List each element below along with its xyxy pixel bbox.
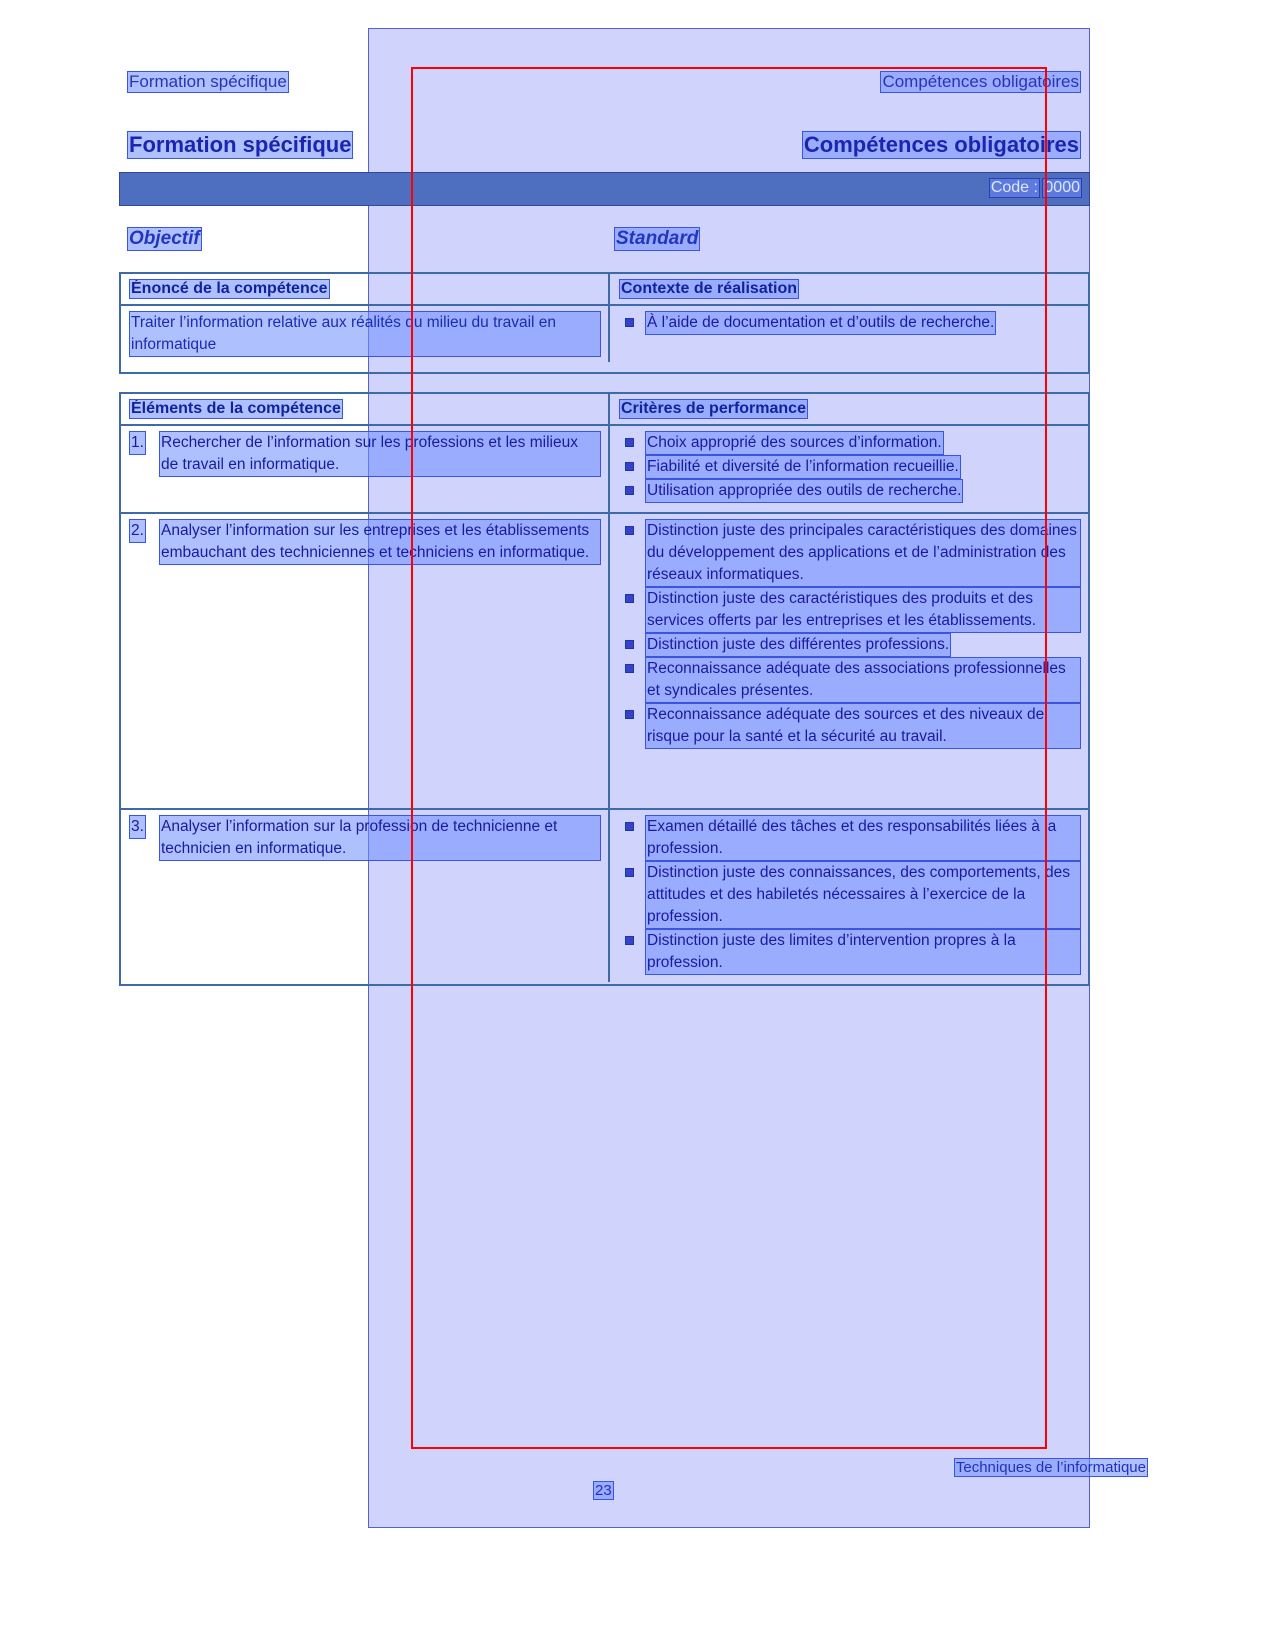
bullet-icon [626,463,633,470]
element-number: 3. [130,816,145,838]
list-item [620,634,1080,656]
criteria-bullet-list [620,520,1080,748]
criteria-text: Reconnaissance adéquate des sources et des niveaux de risque pour la santé et la sécurité au travail. [646,704,1080,748]
elements-criteria-table [119,392,1090,986]
table-cell-enonce [121,306,610,362]
criteria-bullet-list [620,432,1080,502]
criteria-text: Distinction juste des limites d’intervention propres à la profession. [646,930,1080,974]
table-row [121,274,1088,306]
enonce-header: Énoncé de la compétence [131,280,328,297]
table-cell-criteria [610,426,1088,512]
criteria-text: Utilisation appropriée des outils de recherche. [646,480,962,502]
criteria-text: Choix approprié des sources d’information. [646,432,943,454]
table-row [121,394,1088,426]
element-numbered-item [130,520,600,564]
running-header-right: Compétences obligatoires [882,72,1079,91]
element-numbered-item [130,816,600,860]
bullet-icon [626,439,633,446]
criteres-header: Critères de performance [621,400,806,417]
criteria-text: Distinction juste des caractéristiques des produits et des services offerts par les entreprises et les établissements. [646,588,1080,632]
list-item [620,456,1080,478]
enonce-text: Traiter l’information relative aux réalités du milieu du travail en informatique [130,312,600,356]
table-row [121,808,1088,982]
element-text: Analyser l’information sur la profession de technicienne et technicien en informatique. [160,816,600,860]
bullet-icon [626,527,633,534]
bullet-icon [626,937,633,944]
list-item [620,658,1080,702]
element-number: 2. [130,520,145,542]
bullet-icon [626,641,633,648]
objectif-label: Objectif [129,228,200,249]
footer-label: Techniques de l’informatique [955,1459,1146,1476]
contexte-header: Contexte de réalisation [621,280,798,297]
criteria-text: Distinction juste des principales caractéristiques des domaines du développement des applications et de l’administration des réseaux informatiques. [646,520,1080,586]
bullet-icon [626,665,633,672]
contexte-bullet-text: À l’aide de documentation et d’outils de recherche. [646,312,995,334]
criteria-text: Reconnaissance adéquate des associations professionnelles et syndicales présentes. [646,658,1080,702]
bullet-icon [626,487,633,494]
element-numbered-item [130,432,600,476]
table-cell-element [121,514,610,808]
list-item [620,816,1080,860]
table-header-cell-left [121,394,610,424]
list-item [130,520,600,564]
table-header-cell-right [610,394,1088,424]
standard-label: Standard [616,228,699,249]
page-title [128,132,1080,158]
criteria-text: Fiabilité et diversité de l’information recueillie. [646,456,960,478]
criteria-text: Distinction juste des différentes professions. [646,634,950,656]
list-item [130,432,600,476]
table-cell-element [121,426,610,512]
element-text: Rechercher de l’information sur les professions et les milieux de travail en informatique. [160,432,600,476]
page-number-value: 23 [595,1482,612,1499]
running-header [128,72,1080,92]
table-header-cell-left [121,274,610,304]
table-header-cell-right [610,274,1088,304]
bullet-icon [626,711,633,718]
code-bar [119,172,1090,206]
footer-text [955,1459,1147,1476]
bullet-icon [626,319,633,326]
list-item [620,480,1080,502]
table-cell-contexte [610,306,1088,362]
list-item [620,312,1080,334]
competence-statement-table [119,272,1090,374]
element-text: Analyser l’information sur les entreprises et les établissements embauchant des techniciennes et techniciens en informatique. [160,520,600,564]
element-number: 1. [130,432,145,454]
list-item [620,588,1080,632]
list-item [620,704,1080,748]
list-item [620,432,1080,454]
elements-header: Éléments de la compétence [131,400,341,417]
table-row [121,512,1088,808]
bullet-icon [626,823,633,830]
bullet-icon [626,869,633,876]
criteria-bullet-list [620,816,1080,974]
page-number [594,1482,613,1499]
page-title-right: Compétences obligatoires [803,132,1079,157]
contexte-bullet-list [620,312,1080,334]
table-cell-criteria [610,810,1088,982]
list-item [620,862,1080,928]
list-item [620,520,1080,586]
table-cell-element [121,810,610,982]
page-title-left: Formation spécifique [129,132,352,157]
bullet-icon [626,595,633,602]
code-label: Code : [990,179,1038,196]
criteria-text: Distinction juste des connaissances, des comportements, des attitudes et des habiletés nécessaires à l’exercice de la profession. [646,862,1080,928]
code-value: 0000 [1044,179,1080,196]
table-row [121,426,1088,512]
code-bar-text [990,179,1081,197]
table-row [121,306,1088,362]
list-item [620,930,1080,974]
criteria-text: Examen détaillé des tâches et des responsabilités liées à la profession. [646,816,1080,860]
running-header-left: Formation spécifique [129,72,287,91]
list-item [130,816,600,860]
table-cell-criteria [610,514,1088,808]
